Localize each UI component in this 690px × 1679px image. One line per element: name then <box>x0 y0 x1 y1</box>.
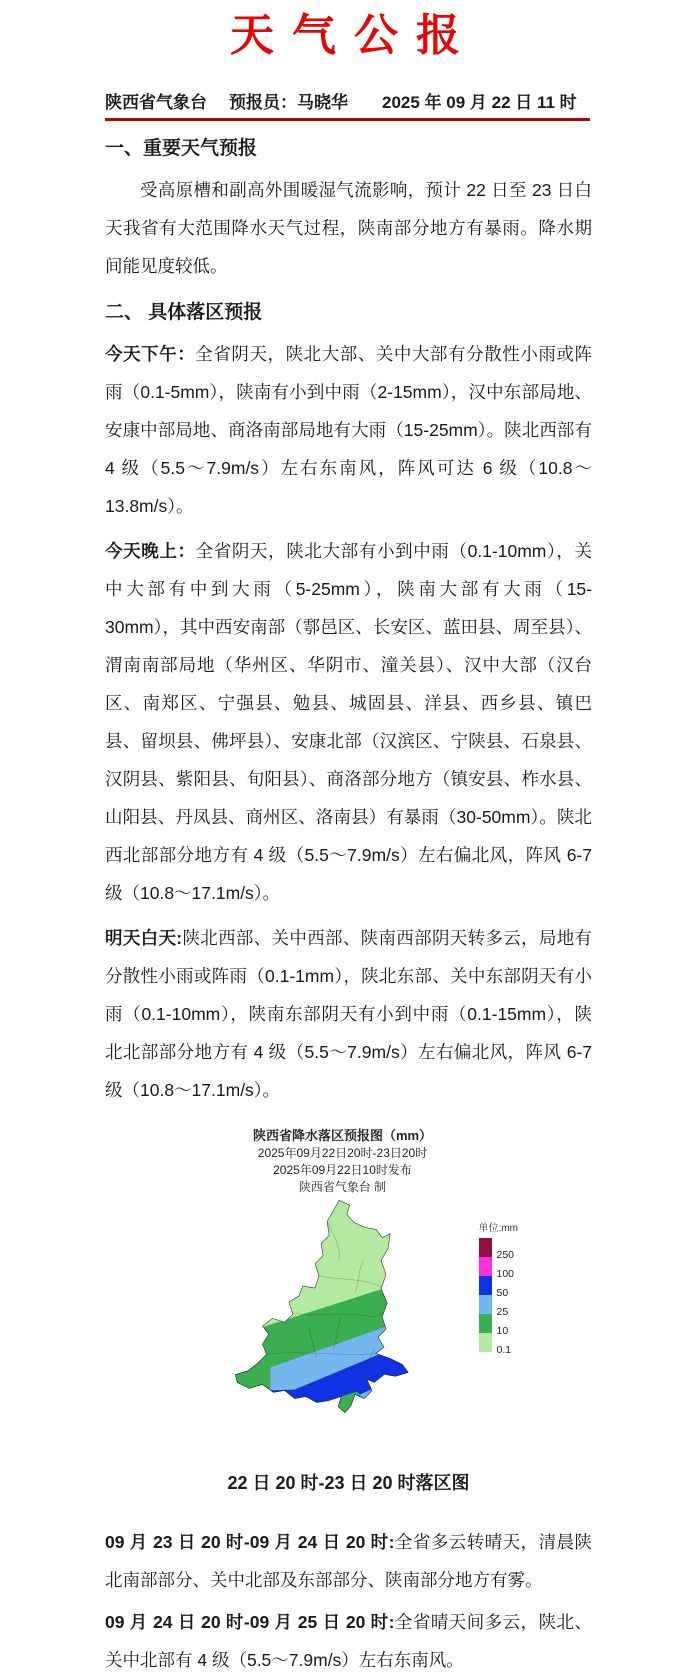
map-caption: 22 日 20 时-23 日 20 时落区图 <box>227 1473 470 1493</box>
rain-band-10mm-southwest <box>230 1354 270 1396</box>
legend-row <box>479 1295 549 1318</box>
office-name: 陕西省气象台 <box>105 93 207 112</box>
map-issue-time: 2025年09月22日10时发布 <box>273 1163 412 1177</box>
paragraph-text: 全省阴天，陕北大部、关中大部有分散性小雨或阵雨（0.1-5mm），陕南有小到中雨（2-15mm），汉中东部局地、安康中部局地、商洛南部局地有大雨（15-25mm）。陕北西部有 4 级（5.5～7.9m/s）左右东南风，阵风可达 6 级（10.8～13.8m/s）。 <box>105 344 593 516</box>
forecaster-name: 预报员：马晓华 <box>229 93 348 112</box>
paragraph-tomorrow-daytime <box>105 919 592 1109</box>
legend-label: 25 <box>496 1306 509 1318</box>
legend-swatch <box>479 1314 492 1333</box>
legend-swatch <box>479 1276 492 1295</box>
extended-forecast-block <box>105 1523 592 1679</box>
document-body <box>105 134 592 1679</box>
legend-rows <box>479 1238 549 1356</box>
legend-label: 250 <box>496 1249 515 1261</box>
legend-row <box>479 1333 549 1356</box>
shaanxi-precipitation-map <box>221 1198 465 1430</box>
map-title: 陕西省降水落区预报图（mm） <box>252 1128 433 1143</box>
legend-label: 50 <box>496 1287 509 1299</box>
section-1-heading: 一、重要天气预报 <box>105 138 258 159</box>
paragraph-lead: 明天白天: <box>105 928 183 948</box>
paragraph-sep24-sep25 <box>105 1603 592 1679</box>
legend-row <box>479 1238 549 1261</box>
map-producer: 陕西省气象台 制 <box>298 1180 387 1194</box>
paragraph-lead: 09 月 24 日 20 时-09 月 25 日 20 时: <box>105 1612 395 1632</box>
legend-swatch <box>479 1238 492 1257</box>
legend-title: 单位:mm <box>478 1223 518 1234</box>
important-forecast-paragraph: 受高原槽和副高外围暖湿气流影响，预计 22 日至 23 日白天我省有大范围降水天气过程，陕南部分地方有暴雨。降水期间能见度较低。 <box>105 180 592 276</box>
legend-label: 0.1 <box>496 1344 512 1356</box>
bulletin-header <box>105 88 590 121</box>
paragraph-tonight <box>105 532 592 912</box>
legend-row <box>479 1314 549 1337</box>
section-2-heading: 二、 具体落区预报 <box>105 302 263 323</box>
paragraph-text: 全省多云转晴天，清晨陕北南部部分、关中北部及东部部分、陕南部分地方有雾。 <box>105 1532 592 1590</box>
paragraph-sep23-sep24 <box>105 1523 592 1599</box>
legend-label: 10 <box>496 1325 509 1337</box>
paragraph-lead: 今天晚上： <box>105 541 196 561</box>
page-title: 天气公报 <box>230 11 478 60</box>
legend-swatch <box>479 1257 492 1276</box>
legend-label: 100 <box>496 1268 515 1280</box>
paragraph-today-afternoon <box>105 335 592 525</box>
paragraph-text: 陕北西部、关中西部、陕南西部阴天转多云，局地有分散性小雨或阵雨（0.1-1mm），陕北东部、关中东部阴天有小雨（0.1-10mm），陕南东部阴天有小到中雨（0.1-15mm），陕北北部部分地方有 4 级（5.5～7.9m/s）左右偏北风，阵风 6-7 级（10.8～17.1m/s）。 <box>105 928 593 1100</box>
paragraph-text: 全省阴天，陕北大部有小到中雨（0.1-10mm），关中大部有中到大雨（5-25mm），陕南大部有大雨（15-30mm），其中西安南部（鄠邑区、长安区、蓝田县、周至县）、渭南南部局地（华州区、华阴市、潼关县）、汉中大部（汉台区、南郑区、宁强县、勉县、城固县、洋县、西乡县、镇巴县、留坝县、佛坪县）、安康北部（汉滨区、宁陕县、石泉县、汉阴县、紫阳县、旬阳县）、商洛部分地方（镇安县、柞水县、山阳县、丹凤县、商州区、洛南县）有暴雨（30-50mm）。陕北西北部部分地方有 4 级（5.5～7.9m/s）左右偏北风，阵风 6-7 级（10.8～17.1m/s）。 <box>105 541 593 903</box>
precipitation-map-figure <box>105 1127 592 1439</box>
legend-swatch <box>479 1333 492 1352</box>
issue-datetime: 2025 年 09 月 22 日 11 时 <box>382 93 577 112</box>
map-valid-time: 2025年09月22日20时-23日20时 <box>257 1146 428 1160</box>
map-titles <box>221 1127 465 1196</box>
legend-swatch <box>479 1295 492 1314</box>
paragraph-text: 全省晴天间多云，陕北、关中北部有 4 级（5.5～7.9m/s）左右东南风。 <box>105 1612 592 1670</box>
map-figure-inner <box>221 1127 518 1430</box>
map-legend <box>478 1219 549 1356</box>
paragraph-lead: 09 月 23 日 20 时-09 月 24 日 20 时: <box>105 1532 395 1552</box>
paragraph-lead: 今天下午： <box>105 344 196 364</box>
